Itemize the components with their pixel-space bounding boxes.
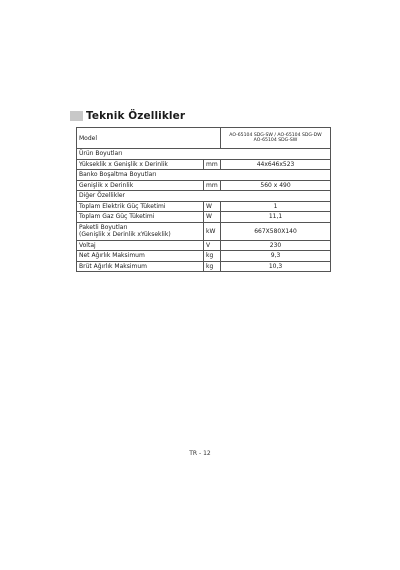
model-value xyxy=(221,128,331,149)
row-label-line1: Paketli Boyutları xyxy=(79,224,128,231)
table-row xyxy=(77,261,331,272)
row-value: 9,3 xyxy=(221,251,331,262)
row-section-label: Banko Boşaltma Boyutları xyxy=(77,170,331,181)
row-unit: kg xyxy=(204,261,221,272)
model-label: Model xyxy=(77,128,221,149)
row-label: Toplam Elektrik Güç Tüketimi xyxy=(77,201,204,212)
spec-table xyxy=(76,127,331,272)
row-section-label: Ürün Boyutları xyxy=(77,149,331,160)
row-unit: W xyxy=(204,201,221,212)
row-unit: mm xyxy=(204,159,221,170)
section-heading xyxy=(70,110,185,122)
row-label: Brüt Ağırlık Maksimum xyxy=(77,261,204,272)
page-number: TR - 12 xyxy=(189,450,211,457)
row-value: 44x646x523 xyxy=(221,159,331,170)
row-label: Voltaj xyxy=(77,240,204,251)
table-row xyxy=(77,159,331,170)
table-row xyxy=(77,212,331,223)
row-label: Net Ağırlık Maksimum xyxy=(77,251,204,262)
model-value-line2: AO-65104 SDG-SW xyxy=(253,138,298,143)
row-value: 11,1 xyxy=(221,212,331,223)
table-row xyxy=(77,251,331,262)
row-section-label: Diğer Özellikler xyxy=(77,191,331,202)
table-row xyxy=(77,222,331,240)
row-label xyxy=(77,222,204,240)
row-label-line2: (Genişlik x Derinlik xYükseklik) xyxy=(79,231,171,238)
row-label: Genişlik x Derinlik xyxy=(77,180,204,191)
model-value-line1: AO-65104 SDG-SW / AO-65104 SDG-DW xyxy=(229,132,322,138)
row-unit: W xyxy=(204,212,221,223)
row-value: 560 x 490 xyxy=(221,180,331,191)
row-value: 230 xyxy=(221,240,331,251)
table-row xyxy=(77,180,331,191)
heading-marker-icon xyxy=(70,111,83,121)
section-title: Teknik Özellikler xyxy=(86,110,186,122)
row-label: Yükseklik x Genişlik x Derinlik xyxy=(77,159,204,170)
row-unit: kW xyxy=(204,222,221,240)
row-unit: V xyxy=(204,240,221,251)
row-unit: mm xyxy=(204,180,221,191)
table-row xyxy=(77,191,331,202)
row-unit: kg xyxy=(204,251,221,262)
table-row xyxy=(77,170,331,181)
row-label: Toplam Gaz Güç Tüketimi xyxy=(77,212,204,223)
row-value: 10,3 xyxy=(221,261,331,272)
table-header-row xyxy=(77,128,331,149)
row-value: 667X580X140 xyxy=(221,222,331,240)
table-row xyxy=(77,201,331,212)
row-value: 1 xyxy=(221,201,331,212)
table-row xyxy=(77,149,331,160)
table-row xyxy=(77,240,331,251)
